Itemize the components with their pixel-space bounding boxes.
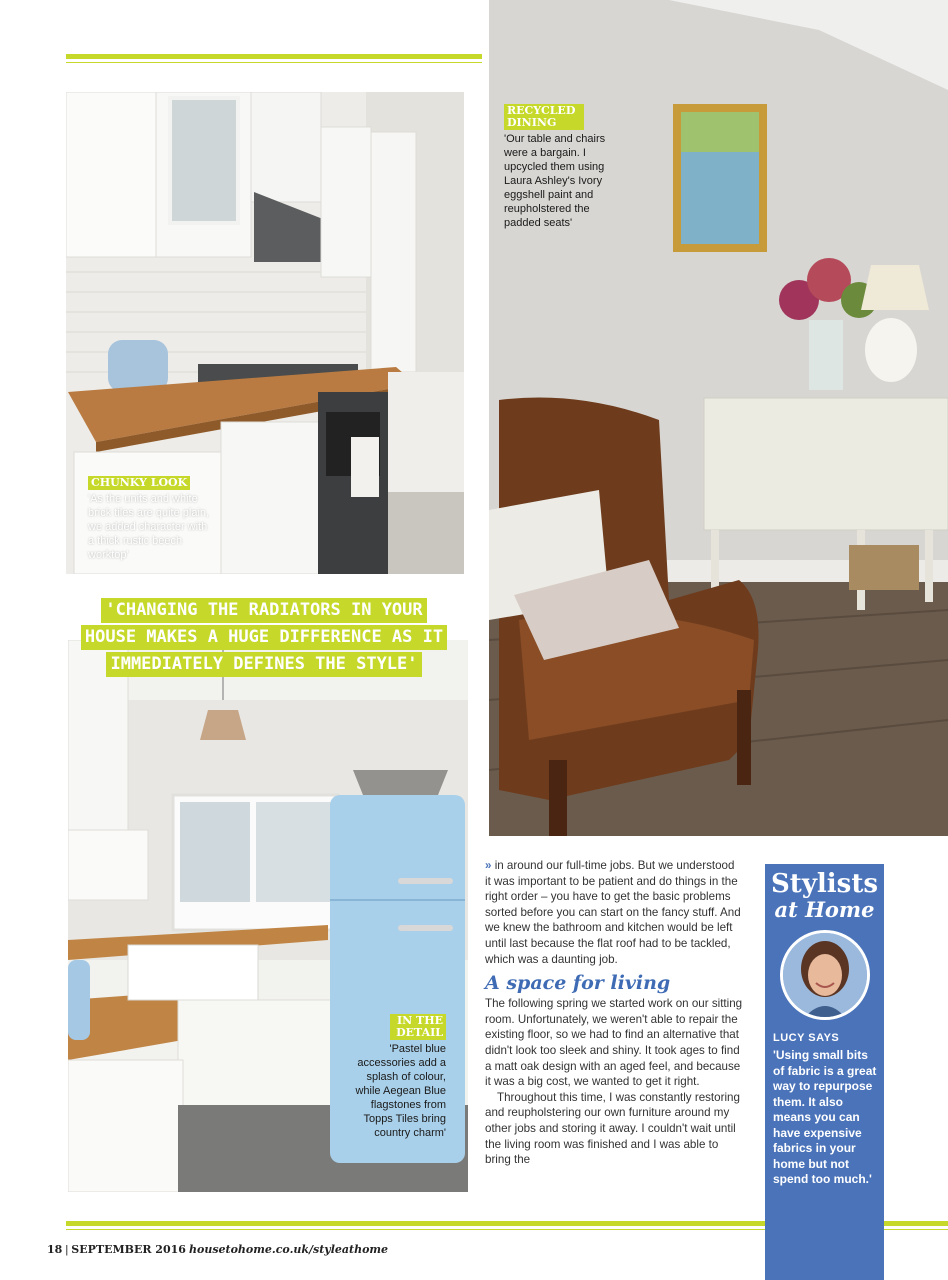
article-paragraph: Throughout this time, I was constantly restoring and reupholstering our own furniture around my other jobs and storing it away. I couldn't wait until the living room was finished and I was able to bring the: [485, 1090, 740, 1167]
pull-quote: [54, 597, 474, 678]
top-rule-left: [66, 54, 482, 59]
avatar: [780, 930, 870, 1020]
continue-marker-icon: »: [485, 859, 492, 872]
article-paragraph: [485, 858, 743, 967]
pull-quote-line: 'CHANGING THE RADIATORS IN YOUR: [101, 598, 426, 623]
sidebar-strip: [765, 1219, 884, 1233]
caption-tag: IN THE DETAIL: [390, 1014, 446, 1040]
caption-recycled-dining: [504, 104, 624, 230]
page-footer: [47, 1243, 388, 1256]
caption-tag: CHUNKY LOOK: [88, 476, 190, 490]
caption-chunky-look: [88, 476, 213, 562]
pull-quote-line: HOUSE MAKES A HUGE DIFFERENCE AS IT: [81, 625, 447, 650]
article-subhead: A space for living: [485, 972, 671, 995]
pull-quote-line: IMMEDIATELY DEFINES THE STYLE': [106, 652, 421, 677]
caption-in-the-detail: [344, 1014, 446, 1140]
footer-url: housetohome.co.uk/styleathome: [188, 1243, 389, 1256]
issue-date: SEPTEMBER 2016: [71, 1243, 186, 1256]
footer-separator: |: [65, 1244, 69, 1256]
caption-text: 'Our table and chairs were a bargain. I upcycled them using Laura Ashley's Ivory eggshell paint and reupholstered the padded seats': [504, 133, 606, 229]
sidebar-subtitle: at Home: [774, 897, 875, 922]
article-body: [485, 858, 743, 1168]
stylists-at-home-sidebar: [765, 864, 884, 1280]
caption-text: 'Pastel blue accessories add a splash of colour, while Aegean Blue flagstones from Topps Tiles bring country charm': [355, 1043, 446, 1139]
page-number: 18: [47, 1243, 63, 1256]
caption-text: 'As the units and white brick tiles are quite plain, we added character with a thick rustic beech worktop': [88, 493, 210, 561]
sidebar-title: Stylists: [771, 869, 878, 899]
article-paragraph: The following spring we started work on our sitting room. Unfortunately, we weren't able to repair the existing floor, so we had to find an alternative that didn't look too sleek and shiny. It took ages to find a matt oak design with an aged feel, and because it was a big cost, we wanted to get it right.: [485, 997, 743, 1089]
sidebar-says-label: LUCY SAYS: [773, 1032, 840, 1044]
top-rule-left-thin: [66, 62, 482, 63]
article-text: in around our full-time jobs. But we understood it was important to be patient and do things in the right order – you have to get the basic problems sorted before you can start on the fancy stuff. And we knew the bathroom and kitchen would be left until last because the flat roof had to be tackled, which was a daunting job.: [485, 859, 741, 966]
sidebar-quote: 'Using small bits of fabric is a great way to repurpose them. It also means you can have expensive fabrics in your home but not spend too much.': [773, 1048, 877, 1186]
caption-tag: RECYCLED DINING: [504, 104, 584, 130]
